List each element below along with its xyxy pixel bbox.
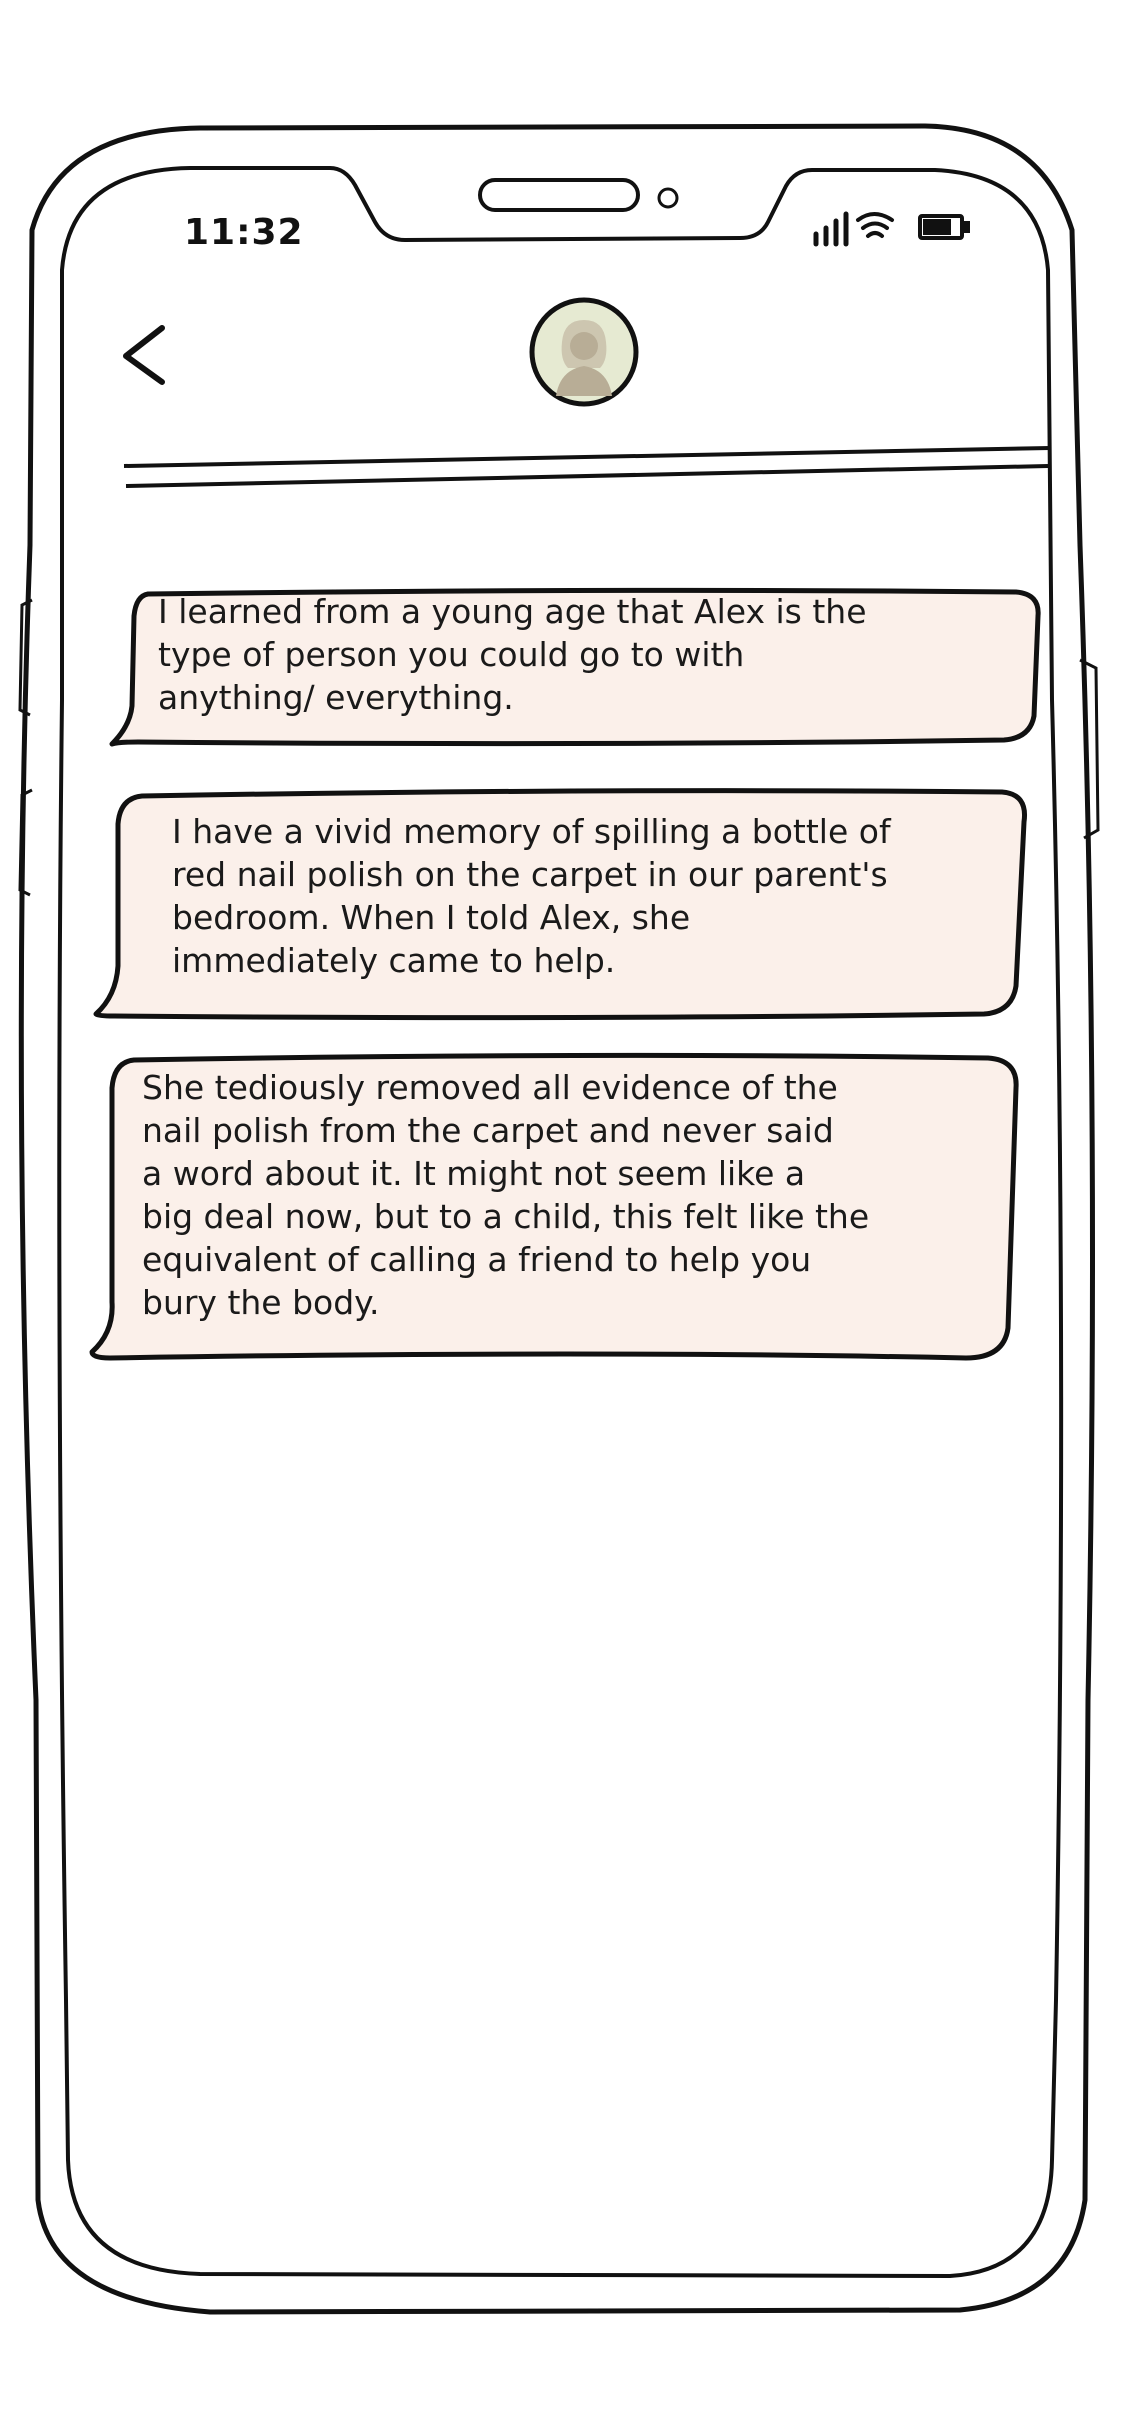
- message-text: I learned from a young age that Alex is the type of person you could go to with anything/ everything.: [158, 592, 867, 717]
- message-text: She tediously removed all evidence of the nail polish from the carpet and never said a word about it. It might not seem like a big deal now, but to a child, this felt like the equivalent of calling a friend to help you bury the body.: [142, 1068, 870, 1322]
- message-bubble[interactable]: [94, 786, 1030, 1020]
- message-bubble[interactable]: [108, 586, 1042, 750]
- status-time: 11:32: [184, 212, 304, 253]
- message-text: I have a vivid memory of spilling a bottle of red nail polish on the carpet in our parent's bedroom. When I told Alex, she immediately came to help.: [172, 812, 891, 980]
- message-bubble[interactable]: [90, 1052, 1020, 1364]
